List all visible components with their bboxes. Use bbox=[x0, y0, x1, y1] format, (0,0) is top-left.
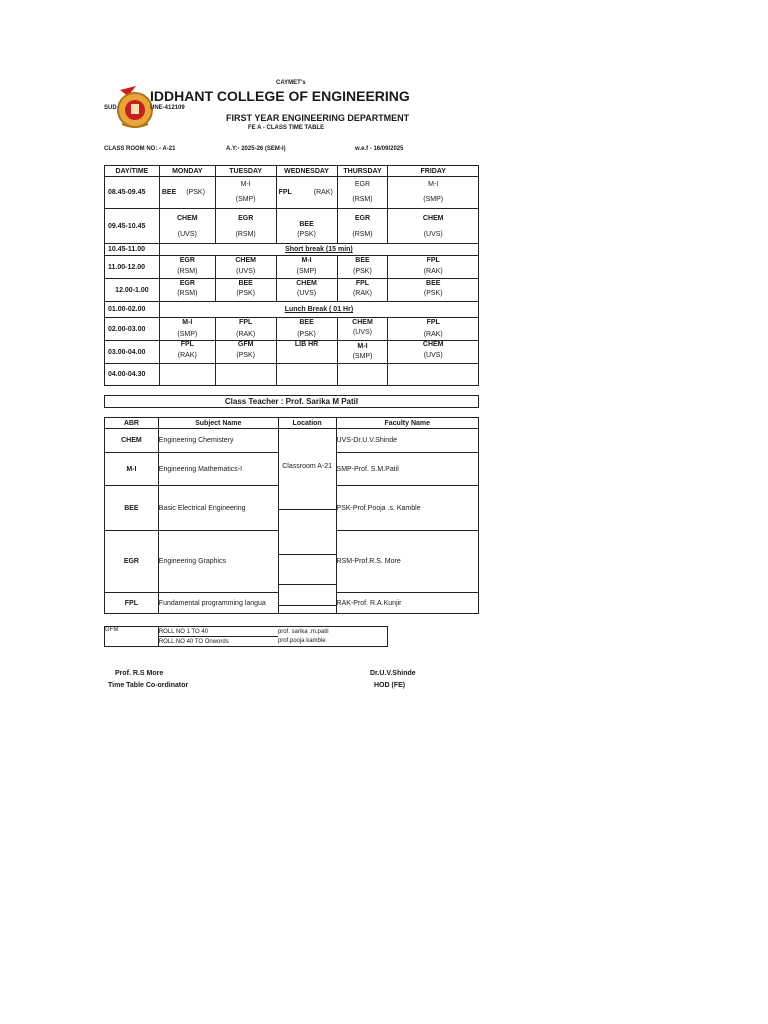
subject-code: BEE bbox=[299, 221, 314, 228]
monday-cell bbox=[159, 256, 215, 279]
wednesday-cell bbox=[276, 177, 337, 209]
faculty-code: (PSK) bbox=[236, 290, 255, 297]
subject-abr: CHEM bbox=[105, 429, 159, 453]
tuesday-cell bbox=[215, 364, 276, 386]
thursday-cell bbox=[337, 364, 388, 386]
academic-year: A.Y:- 2025-26 (SEM-I) bbox=[226, 146, 286, 152]
subject-code: BEE bbox=[161, 189, 177, 196]
table-row bbox=[105, 364, 479, 386]
friday-cell bbox=[388, 318, 479, 341]
subject-code: CHEM bbox=[176, 215, 198, 222]
monday-cell bbox=[159, 318, 215, 341]
col-header-faculty: Faculty Name bbox=[336, 418, 478, 429]
table-row bbox=[105, 256, 479, 279]
monday-cell bbox=[159, 177, 215, 209]
timetable-title: FE A - CLASS TIME TABLE bbox=[248, 125, 325, 131]
subject-abr: EGR bbox=[105, 531, 159, 593]
wednesday-cell bbox=[276, 209, 337, 244]
subject-name: Fundamental programming langua bbox=[158, 593, 278, 614]
gfm-label: GFM bbox=[105, 627, 159, 647]
subject-code: M-I bbox=[240, 181, 251, 188]
subject-name: Engineering Chemistery bbox=[158, 429, 278, 453]
faculty-name: PSK-Prof.Pooja .s. Kamble bbox=[336, 486, 478, 531]
wednesday-cell bbox=[276, 341, 337, 364]
faculty-code: (PSK) bbox=[186, 189, 205, 196]
faculty-code: (UVS) bbox=[297, 290, 317, 297]
faculty-code: (PSK) bbox=[297, 331, 316, 338]
faculty-code: (UVS) bbox=[423, 352, 443, 359]
time-cell: 02.00-03.00 bbox=[105, 318, 160, 341]
faculty-code: (UVS) bbox=[352, 329, 373, 336]
faculty-code: (PSK) bbox=[297, 231, 316, 238]
gfm-professor: prof. sarika .m.patil bbox=[278, 627, 388, 637]
subject-code: BEE bbox=[426, 280, 441, 287]
faculty-code: (SMP) bbox=[352, 353, 373, 360]
address-right: UNE-412109 bbox=[150, 105, 185, 111]
gfm-professor: prof.pooja kamble bbox=[278, 637, 388, 647]
time-cell: 11.00-12.00 bbox=[105, 256, 160, 279]
subject-code: BEE bbox=[355, 257, 370, 264]
gfm-table bbox=[104, 626, 388, 647]
table-row bbox=[105, 279, 479, 302]
wednesday-cell bbox=[276, 256, 337, 279]
faculty-code: (SMP) bbox=[296, 268, 317, 275]
table-row bbox=[105, 627, 388, 637]
time-cell: 12.00-1.00 bbox=[105, 279, 160, 302]
friday-cell bbox=[388, 209, 479, 244]
subject-code: CHEM bbox=[422, 215, 444, 222]
subject-code: GFM bbox=[237, 341, 254, 348]
faculty-name: RAK-Prof. R.A.Kunjir bbox=[336, 593, 478, 614]
table-row bbox=[105, 209, 479, 244]
col-header-abr: ABR bbox=[105, 418, 159, 429]
tuesday-cell bbox=[215, 318, 276, 341]
faculty-code: (SMP) bbox=[177, 331, 198, 338]
col-header-tuesday: TUESDAY bbox=[215, 166, 276, 177]
subject-code: CHEM bbox=[296, 280, 317, 287]
classroom-number: CLASS ROOM NO: - A-21 bbox=[104, 146, 176, 152]
table-row bbox=[105, 302, 479, 318]
faculty-code: (RAK) bbox=[177, 352, 197, 359]
subject-code: LIB HR bbox=[294, 341, 319, 348]
faculty-name: SMP-Prof. S.M.Patil bbox=[336, 453, 478, 486]
college-name: IDDHANT COLLEGE OF ENGINEERING bbox=[150, 88, 410, 104]
col-header-monday: MONDAY bbox=[159, 166, 215, 177]
monday-cell bbox=[159, 209, 215, 244]
faculty-code: (SMP) bbox=[235, 196, 256, 203]
subject-code: FPL bbox=[180, 341, 194, 348]
subject-code: EGR bbox=[238, 215, 254, 222]
time-cell: 10.45-11.00 bbox=[105, 244, 160, 256]
thursday-cell bbox=[337, 177, 388, 209]
col-header-daytime: DAY/TIME bbox=[105, 166, 160, 177]
roll-range: ROLL NO 40 TO Onwords bbox=[158, 637, 278, 647]
faculty-code: (RAK) bbox=[236, 331, 256, 338]
faculty-code: (PSK) bbox=[353, 268, 372, 275]
lunch-break-label: Lunch Break ( 01 Hr) bbox=[159, 302, 478, 318]
faculty-name: UVS-Dr.U.V.Shinde bbox=[336, 429, 478, 453]
monday-cell bbox=[159, 364, 215, 386]
short-break-label: Short break (15 min) bbox=[159, 244, 478, 256]
wednesday-cell bbox=[276, 318, 337, 341]
subject-abr: BEE bbox=[105, 486, 159, 531]
subject-code: EGR bbox=[179, 257, 195, 264]
subject-code: M-I bbox=[428, 181, 439, 188]
faculty-code: (PSK) bbox=[423, 290, 443, 297]
location-label: Classroom A-21 bbox=[282, 463, 333, 470]
subject-code: EGR bbox=[354, 181, 371, 188]
subject-code: EGR bbox=[179, 280, 195, 287]
thursday-cell bbox=[337, 256, 388, 279]
table-row bbox=[105, 429, 479, 453]
subject-code: CHEM bbox=[352, 319, 373, 326]
thursday-cell bbox=[337, 209, 388, 244]
faculty-code: (RSM) bbox=[177, 268, 198, 275]
faculty-code: (RSM) bbox=[177, 290, 198, 297]
address-left: SUD bbox=[104, 105, 117, 111]
friday-cell bbox=[388, 341, 479, 364]
subject-code: FPL bbox=[426, 319, 440, 326]
tuesday-cell bbox=[215, 341, 276, 364]
subject-name: Engineering Graphics bbox=[158, 531, 278, 593]
tuesday-cell bbox=[215, 209, 276, 244]
department-title: FIRST YEAR ENGINEERING DEPARTMENT bbox=[226, 113, 410, 123]
wednesday-cell bbox=[276, 279, 337, 302]
faculty-code: (UVS) bbox=[177, 231, 197, 238]
subject-code: M-I bbox=[301, 257, 312, 264]
table-row bbox=[105, 341, 479, 364]
friday-cell bbox=[388, 256, 479, 279]
faculty-code: (UVS) bbox=[236, 268, 256, 275]
time-cell: 08.45-09.45 bbox=[105, 177, 160, 209]
subject-code: EGR bbox=[354, 215, 371, 222]
subject-code: FPL bbox=[278, 189, 292, 196]
subject-code: FPL bbox=[355, 280, 370, 287]
thursday-cell bbox=[337, 318, 388, 341]
time-cell: 04.00-04.30 bbox=[105, 364, 160, 386]
hod-name: Dr.U.V.Shinde bbox=[370, 670, 416, 677]
subject-code: CHEM bbox=[422, 341, 444, 348]
tuesday-cell bbox=[215, 177, 276, 209]
roll-range: ROLL NO 1 TO 40 bbox=[158, 627, 278, 637]
tuesday-cell bbox=[215, 279, 276, 302]
table-row bbox=[105, 318, 479, 341]
time-cell: 03.00-04.00 bbox=[105, 341, 160, 364]
tuesday-cell bbox=[215, 256, 276, 279]
faculty-code: (RAK) bbox=[423, 268, 443, 275]
col-header-thursday: THURSDAY bbox=[337, 166, 388, 177]
faculty-code: (PSK) bbox=[236, 352, 255, 359]
subject-code: M-I bbox=[182, 319, 193, 326]
subject-name: Engineering Mathematics-I bbox=[158, 453, 278, 486]
hod-role: HOD (FE) bbox=[374, 682, 406, 689]
faculty-code: (RSM) bbox=[352, 231, 373, 238]
subject-table bbox=[104, 417, 479, 614]
table-row bbox=[105, 244, 479, 256]
subject-code: M-I bbox=[357, 343, 368, 350]
col-header-friday: FRIDAY bbox=[388, 166, 479, 177]
table-row bbox=[105, 177, 479, 209]
coordinator-role: Time Table Co-ordinator bbox=[108, 682, 189, 689]
col-header-location: Location bbox=[278, 418, 336, 429]
subject-name: Basic Electrical Engineering bbox=[158, 486, 278, 531]
subject-code: BEE bbox=[238, 280, 253, 287]
caymet-label: CAYMET's bbox=[276, 80, 306, 86]
faculty-name: RSM-Prof.R.S. More bbox=[336, 531, 478, 593]
subject-code: BEE bbox=[299, 319, 314, 326]
col-header-wednesday: WEDNESDAY bbox=[276, 166, 337, 177]
col-header-subject: Subject Name bbox=[158, 418, 278, 429]
faculty-code: (UVS) bbox=[423, 231, 443, 238]
faculty-code: (RAK) bbox=[313, 189, 333, 196]
time-cell: 09.45-10.45 bbox=[105, 209, 160, 244]
subject-code: FPL bbox=[239, 319, 253, 326]
subject-abr: FPL bbox=[105, 593, 159, 614]
thursday-cell bbox=[337, 341, 388, 364]
friday-cell bbox=[388, 279, 479, 302]
faculty-code: (RAK) bbox=[423, 331, 443, 338]
faculty-code: (RSM) bbox=[235, 231, 256, 238]
subject-code: CHEM bbox=[235, 257, 256, 264]
monday-cell bbox=[159, 279, 215, 302]
faculty-code: (SMP) bbox=[423, 196, 444, 203]
faculty-code: (RSM) bbox=[352, 196, 373, 203]
subject-code: FPL bbox=[426, 257, 440, 264]
friday-cell bbox=[388, 177, 479, 209]
class-teacher: Class Teacher : Prof. Sarika M Patil bbox=[104, 395, 479, 408]
faculty-code: (RAK) bbox=[352, 290, 373, 297]
subject-abr: M-I bbox=[105, 453, 159, 486]
monday-cell bbox=[159, 341, 215, 364]
friday-cell bbox=[388, 364, 479, 386]
coordinator-name: Prof. R.S More bbox=[115, 670, 164, 677]
wednesday-cell bbox=[276, 364, 337, 386]
effective-date: w.e.f - 16/09/2025 bbox=[355, 146, 404, 152]
timetable bbox=[104, 165, 479, 386]
time-cell: 01.00-02.00 bbox=[105, 302, 160, 318]
location-cell bbox=[278, 429, 336, 614]
thursday-cell bbox=[337, 279, 388, 302]
